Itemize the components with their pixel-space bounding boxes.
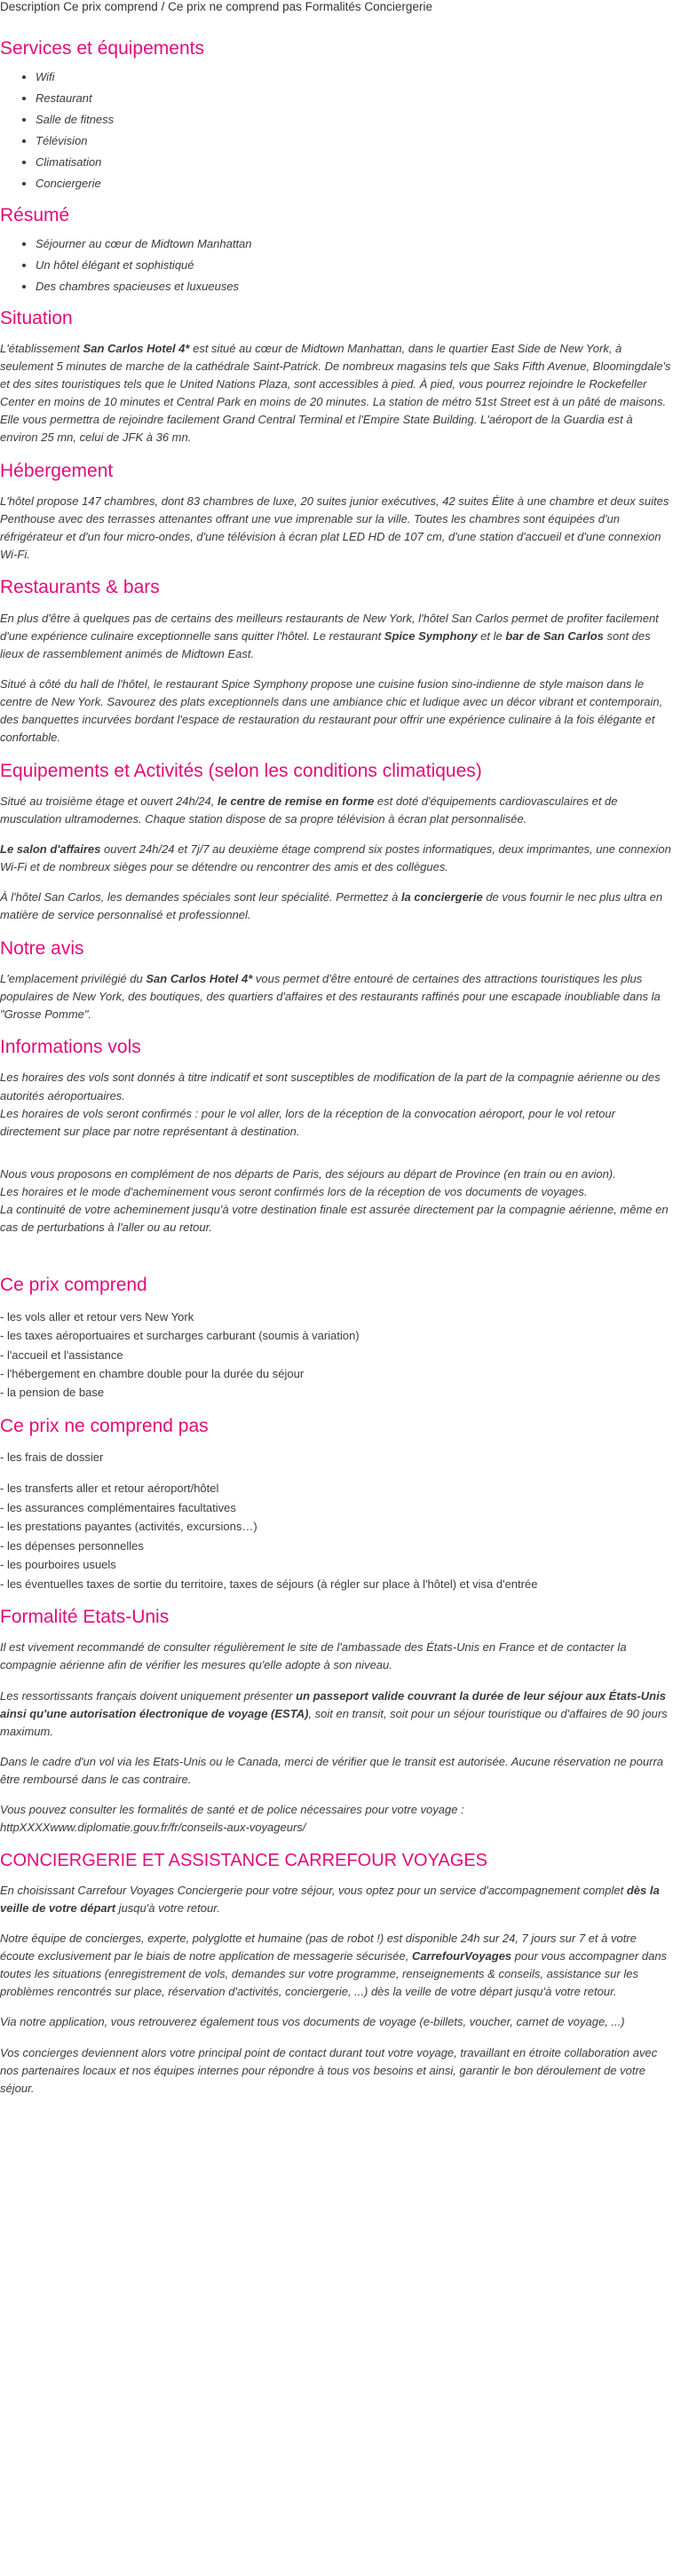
vols-title: Informations vols (0, 1037, 141, 1058)
list-item: • Wifi (36, 70, 673, 85)
conciergerie-paragraph: Vos concierges deviennent alors votre principal point de contact durant tout votre voyage, travaillant en étroite collaboration avec nos partenaires locaux et nos équipes internes pour répondre à tous vos besoins et ainsi, garantir le bon déroulement de votre séjour. (0, 2045, 658, 2095)
conciergerie-title: CONCIERGERIE ET ASSISTANCE CARREFOUR VOYAGES (0, 1850, 487, 1870)
vols-line: La continuité de votre acheminement jusqu'à votre destination finale est assurée directement par la compagnie aérienne, même en cas de perturbations à l'aller ou au retour. (0, 1203, 669, 1235)
list-item: - les dépenses personnelles (0, 1538, 144, 1553)
resume-title: Résumé (0, 204, 70, 225)
vols-line: Nous vous proposons en complément de nos départs de Paris, des séjours au départ de Province (en train ou en avion). (0, 1166, 616, 1181)
ne-comprend-list (0, 1448, 673, 1593)
formalite-paragraph: Il est vivement recommandé de consulter régulièrement le site de l'ambassade des États-Unis en France et de contacter la compagnie aérienne afin de vérifier les mesures qu'elle adopte à son niveau. (0, 1640, 627, 1672)
formalite-paragraph: Les ressortissants français doivent uniquement présenter un passeport valide couvrant la durée de leur séjour aux États-Unis ainsi qu'une autorisation électronique de voyage (ESTA), soit en transit, soit pour un séjour touristique ou d'affaires de 90 jours maximum. (0, 1688, 668, 1738)
formalite-paragraph: Vous pouvez consulter les formalités de santé et de police nécessaires pour votre voyage : httpXXXXwww.diplomatie.gouv.fr/fr/conseils-aux-voyageurs/ (0, 1803, 464, 1835)
restaurants-paragraph: En plus d'être à quelques pas de certains des meilleurs restaurants de New York, l'hôtel San Carlos permet de profiter facilement d'une expérience culinaire exceptionnelle sans quitter l'hôtel. Le restaurant Spice Symphony et le bar de San Carlos sont des lieux de rassemblement animés de Midtown East. (0, 611, 659, 660)
ne-comprend-title: Ce prix ne comprend pas (0, 1415, 209, 1436)
diplomatie-link[interactable]: httpXXXXwww.diplomatie.gouv.fr/fr/conseils-aux-voyageurs/ (0, 1821, 306, 1835)
conciergerie-paragraph: Via notre application, vous retrouverez également tous vos documents de voyage (e-billets, voucher, carnet de voyage, ...) (0, 2015, 625, 2029)
list-item: - la pension de base (0, 1386, 105, 1400)
services-list (0, 70, 673, 191)
spacer (0, 1249, 673, 1261)
list-item: - les assurances complémentaires facultatives (0, 1500, 236, 1514)
situation-paragraph: L'établissement San Carlos Hotel 4* est situé au cœur de Midtown Manhattan, dans le quartier East Side de New York, à seulement 5 minutes de marche de la cathédrale Saint-Patrick. De nombreux magasins tels que Saks Fifth Avenue, Bloomingdale's et des sites touristiques tels que le United Nations Plaza, sont accessibles à pied. À pied, vous pourrez rejoindre le Rockefeller Center en moins de 10 minutes et Central Park en moins de 20 minutes. La station de métro 51st Street est à un pâté de maisons. Elle vous permettra de rejoindre facilement Grand Central Terminal et l'Empire State Building. L'aéroport de la Guardia est à environ 25 mn, celui de JFK à 36 mn. (0, 341, 671, 445)
list-item: • Conciergerie (36, 177, 673, 192)
resume-list (0, 237, 673, 295)
vols-line: Les horaires et le mode d'acheminement vous seront confirmés lors de la réception de vos documents de voyages. (0, 1185, 588, 1199)
hebergement-title: Hébergement (0, 460, 114, 481)
spacer (0, 1237, 673, 1249)
restaurants-paragraph: Situé à côté du hall de l'hôtel, le restaurant Spice Symphony propose une cuisine fusion sino-indienne de style maison dans le centre de New York. Savourez des plats exceptionnels dans une ambiance chic et ludique avec un décor vibrant et contemporain, des banquettes incurvées bordant l'espace de restauration du restaurant pour offrir une expérience culinaire à la fois élégante et confortable. (0, 676, 663, 745)
avis-title: Notre avis (0, 937, 84, 959)
equipements-paragraph: À l'hôtel San Carlos, les demandes spéciales sont leur spécialité. Permettez à la conciergerie de vous fournir le nec plus ultra en matière de service personnalisé et professionnel. (0, 890, 663, 922)
spacer (0, 1153, 673, 1166)
restaurants-title: Restaurants & bars (0, 577, 160, 598)
comprend-title: Ce prix comprend (0, 1275, 147, 1296)
list-item: • Restaurant (36, 91, 673, 107)
spacer (0, 1141, 673, 1153)
list-item: - les transferts aller et retour aéroport/hôtel (0, 1482, 219, 1496)
formalite-paragraph: Dans le cadre d'un vol via les Etats-Unis ou le Canada, merci de vérifier que le transit est autorisée. Aucune réservation ne pourra être remboursé dans le cas contraire. (0, 1755, 663, 1787)
equipements-title: Equipements et Activités (selon les conditions climatiques) (0, 760, 482, 781)
vols-line: Les horaires de vols seront confirmés : pour le vol aller, lors de la réception de la convocation aéroport, pour le vol retour directement sur place par notre représentant à destination. (0, 1106, 615, 1138)
services-title: Services et équipements (0, 38, 204, 59)
list-item: • Télévision (36, 134, 673, 149)
list-item: - les pourboires usuels (0, 1558, 116, 1572)
conciergerie-paragraph: En choisissant Carrefour Voyages Conciergerie pour votre séjour, vous optez pour un service d'accompagnement complet dès la veille de votre départ jusqu'à votre retour. (0, 1883, 660, 1915)
list-item: - les prestations payantes (activités, excursions…) (0, 1520, 257, 1534)
list-item: - l'hébergement en chambre double pour la durée du séjour (0, 1366, 305, 1380)
avis-paragraph: L'emplacement privilégié du San Carlos Hotel 4* vous permet d'être entouré de certaines des attractions touristiques les plus populaires de New York, des boutiques, des quartiers d'affaires et des restaurants raffinés pour une escapade inoubliable dans la "Grosse Pomme". (0, 971, 661, 1022)
list-item: - les éventuelles taxes de sortie du territoire, taxes de séjours (à régler sur place à l'hôtel) et visa d'entrée (0, 1576, 538, 1591)
list-item: • Un hôtel élégant et sophistiqué (36, 258, 673, 273)
situation-title: Situation (0, 307, 73, 328)
equipements-paragraph: Le salon d'affaires ouvert 24h/24 et 7j/7 au deuxième étage comprend six postes informatiques, deux imprimantes, une connexion Wi-Fi et de nombreux sièges pour se détendre ou rencontrer des amis et des collègues. (0, 842, 671, 874)
section-nav[interactable]: Description Ce prix comprend / Ce prix ne comprend pas Formalités Conciergerie (0, 0, 432, 13)
list-item: • Des chambres spacieuses et luxueuses (36, 280, 673, 295)
comprend-list (0, 1308, 673, 1403)
formalite-title: Formalité Etats-Unis (0, 1607, 170, 1628)
list-item: - les frais de dossier (0, 1450, 104, 1465)
list-item: • Séjourner au cœur de Midtown Manhattan (36, 237, 673, 252)
hebergement-paragraph: L'hôtel propose 147 chambres, dont 83 chambres de luxe, 20 suites junior exécutives, 42 suites Élite à une chambre et deux suites Penthouse avec des terrasses attenantes offrant une vue imprenable sur la ville. Toutes les chambres sont équipées d'un réfrigérateur et d'un four micro-ondes, d'une télévision à écran plat LED HD de 107 cm, d'une station d'accueil et d'une connexion Wi-Fi. (0, 494, 669, 562)
list-item: - les vols aller et retour vers New York (0, 1309, 194, 1324)
list-item: • Salle de fitness (36, 113, 673, 128)
conciergerie-paragraph: Notre équipe de concierges, experte, polyglotte et humaine (pas de robot !) est disponible 24h sur 24, 7 jours sur 7 et à votre écoute exclusivement par le biais de notre application de messagerie sécurisée, CarrefourVoyages pour vous accompagner dans toutes les situations (enregistrement de vols, demandes sur votre programme, renseignements & conseils, assistance sur les problèmes rencontrés sur place, réservation d'activités, conciergerie, ...) dès la veille de votre départ jusqu'à votre retour. (0, 1931, 668, 1999)
vols-block (0, 1069, 673, 1237)
spacer (0, 1466, 673, 1479)
equipements-paragraph: Situé au troisième étage et ouvert 24h/24, le centre de remise en forme est doté d'équipements cardiovasculaires et de musculation ultramodernes. Chaque station dispose de sa propre télévision à écran plat personnalisée. (0, 794, 618, 826)
vols-line: Les horaires des vols sont donnés à titre indicatif et sont susceptibles de modification de la part de la compagnie aérienne ou des autorités aéroportuaires. (0, 1071, 661, 1102)
list-item: - l'accueil et l'assistance (0, 1347, 123, 1362)
list-item: - les taxes aéroportuaires et surcharges carburant (soumis à variation) (0, 1329, 360, 1343)
list-item: • Climatisation (36, 155, 673, 170)
